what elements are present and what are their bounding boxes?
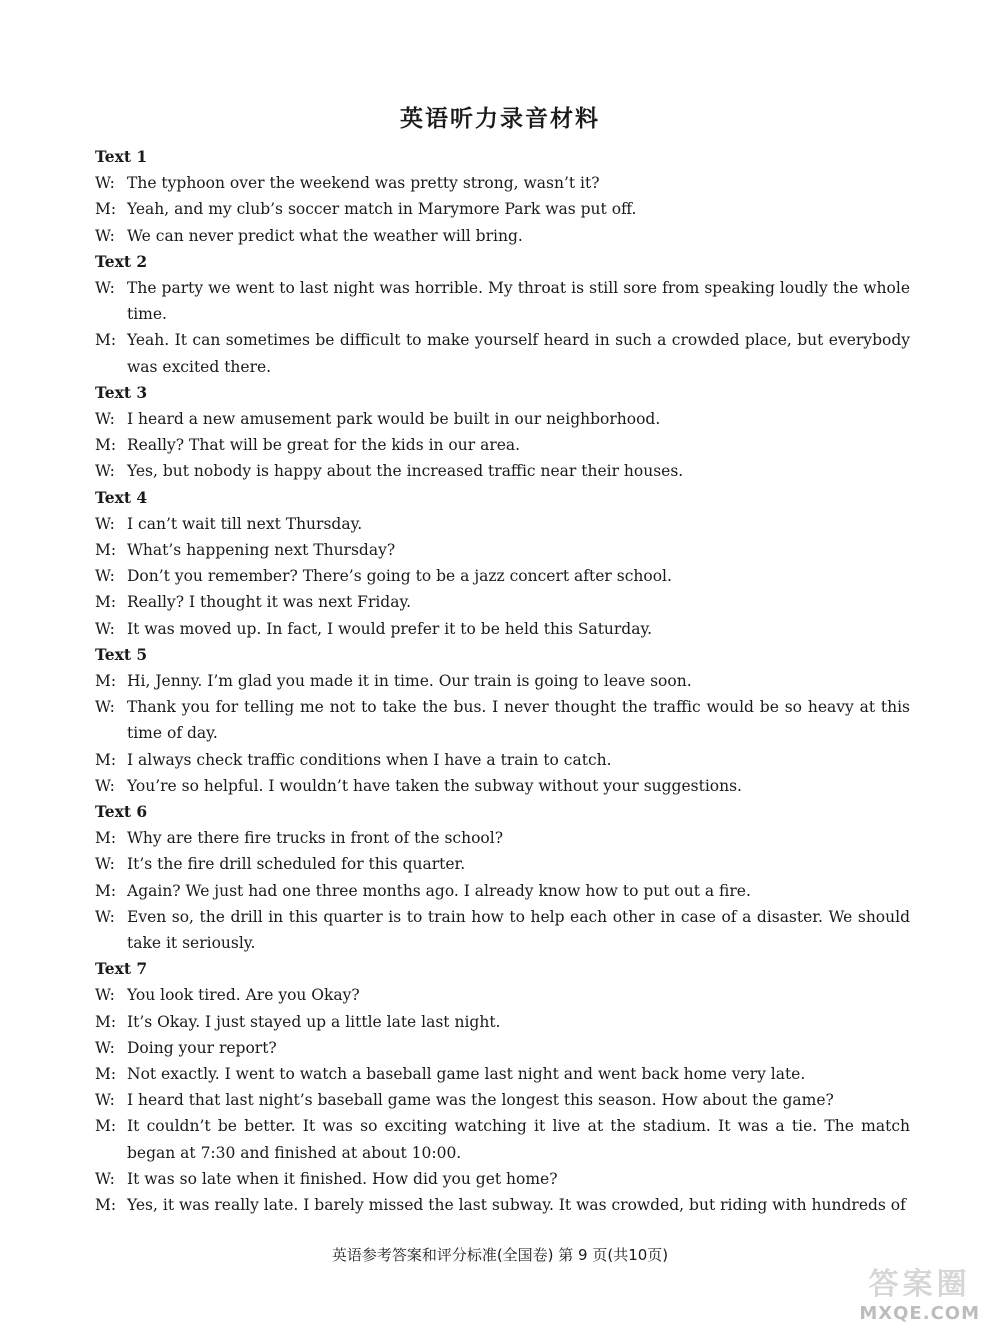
dialogue-line (95, 1113, 910, 1165)
speaker-label: W: (95, 462, 115, 481)
dialogue-line (95, 589, 910, 615)
dialogue-line (95, 1192, 910, 1218)
speaker-label: M: (95, 671, 117, 690)
dialogue-text: Not exactly. I went to watch a baseball game last night and went back home very late. (127, 1065, 806, 1083)
dialogue-line (95, 773, 910, 799)
dialogue-text: I heard a new amusement park would be built in our neighborhood. (127, 409, 661, 428)
section-heading: Text 7 (95, 959, 148, 979)
speaker-label: M: (95, 436, 117, 455)
dialogue-text: Yes, it was really late. I barely missed the last subway. It was crowded, but riding with hundreds of (127, 1196, 906, 1215)
dialogue-line (95, 223, 910, 249)
dialogue-text: I heard that last night’s baseball game was the longest this season. How about the game? (127, 1091, 834, 1110)
speaker-label: M: (95, 593, 117, 612)
watermark-url: MXQE.COM (859, 1303, 980, 1324)
dialogue-text: Doing your report? (127, 1038, 277, 1057)
dialogue-line (95, 825, 910, 851)
dialogue-text: Even so, the drill in this quarter is to train how to help each other in case of a disaster. We should take it seriously. (127, 907, 910, 952)
dialogue-text: Why are there fire trucks in front of the school? (127, 829, 504, 848)
speaker-label: M: (95, 540, 117, 559)
dialogue-text: Thank you for telling me not to take the bus. I never thought the traffic would be so heavy at this time of day. (127, 698, 910, 743)
dialogue-line (95, 694, 910, 746)
dialogue-line (95, 537, 910, 563)
dialogue-text: I always check traffic conditions when I have a train to catch. (127, 750, 612, 769)
speaker-label: W: (95, 1038, 115, 1057)
speaker-label: M: (95, 1065, 117, 1083)
speaker-label: M: (95, 1117, 117, 1136)
section-heading: Text 5 (95, 644, 148, 664)
dialogue-text: The party we went to last night was horrible. My throat is still sore from speaking loudly the whole time. (127, 278, 910, 324)
dialogue-text: You look tired. Are you Okay? (127, 986, 360, 1005)
dialogue-line (95, 616, 910, 642)
dialogue-line (95, 1061, 910, 1087)
speaker-label: M: (95, 1196, 117, 1215)
speaker-label: W: (95, 986, 115, 1005)
section-heading: Text 2 (95, 251, 148, 271)
page-title: 英语听力录音材料 (400, 106, 600, 132)
transcript-section (95, 144, 910, 249)
dialogue-text: It couldn’t be better. It was so exciting watching it live at the stadium. It was a tie. The match began at 7:30 and finished at about 10:00. (127, 1117, 910, 1162)
dialogue-line (95, 747, 910, 773)
speaker-label: W: (95, 619, 115, 638)
transcript-section (95, 956, 910, 1218)
dialogue-text: It was so late when it finished. How did you get home? (127, 1169, 558, 1188)
dialogue-line (95, 275, 910, 327)
dialogue-line (95, 878, 910, 904)
dialogue-text: Really? That will be great for the kids in our area. (127, 436, 521, 455)
dialogue-text: Really? I thought it was next Friday. (127, 593, 412, 612)
dialogue-text: It was moved up. In fact, I would prefer it to be held this Saturday. (127, 619, 653, 638)
dialogue-line (95, 1009, 910, 1035)
speaker-label: M: (95, 1012, 117, 1031)
dialogue-text: You’re so helpful. I wouldn’t have taken the subway without your suggestions. (127, 776, 742, 795)
speaker-label: W: (95, 409, 115, 428)
section-heading: Text 6 (95, 802, 148, 821)
section-heading: Text 1 (95, 147, 148, 166)
dialogue-text: What’s happening next Thursday? (127, 540, 396, 559)
dialogue-text: Yeah, and my club’s soccer match in Marymore Park was put off. (127, 200, 637, 219)
dialogue-line (95, 327, 910, 379)
speaker-label: M: (95, 881, 117, 900)
dialogue-line (95, 196, 910, 222)
speaker-label: W: (95, 776, 115, 795)
dialogue-text: It’s Okay. I just stayed up a little late last night. (127, 1012, 501, 1031)
speaker-label: M: (95, 200, 117, 219)
speaker-label: W: (95, 514, 115, 533)
watermark-logo: 答案圈 (868, 1267, 971, 1302)
page-footer: 英语参考答案和评分标准(全国卷) 第 9 页(共10页) (331, 1246, 669, 1264)
dialogue-line (95, 511, 910, 537)
dialogue-text: Don’t you remember? There’s going to be a jazz concert after school. (127, 567, 672, 586)
dialogue-line (95, 1166, 910, 1192)
dialogue-text: Hi, Jenny. I’m glad you made it in time. Our train is going to leave soon. (127, 671, 692, 690)
transcript-section (95, 380, 910, 485)
dialogue-line (95, 563, 910, 589)
dialogue-text: I can’t wait till next Thursday. (127, 514, 363, 533)
section-heading: Text 4 (95, 487, 148, 507)
transcript-content (95, 144, 910, 1218)
speaker-label: W: (95, 1169, 115, 1188)
dialogue-text: Yes, but nobody is happy about the increased traffic near their houses. (127, 462, 684, 481)
speaker-label: W: (95, 567, 115, 586)
section-heading: Text 3 (95, 382, 148, 402)
speaker-label: W: (95, 855, 115, 874)
speaker-label: W: (95, 174, 115, 193)
transcript-section (95, 799, 910, 956)
dialogue-line (95, 458, 910, 484)
speaker-label: M: (95, 331, 117, 350)
transcript-section (95, 249, 910, 380)
dialogue-text: Yeah. It can sometimes be difficult to make yourself heard in such a crowded place, but everybody was excited there. (127, 331, 910, 376)
dialogue-line (95, 668, 910, 694)
transcript-section (95, 485, 910, 642)
dialogue-line (95, 406, 910, 432)
speaker-label: W: (95, 907, 115, 926)
speaker-label: W: (95, 698, 115, 717)
dialogue-line (95, 904, 910, 956)
dialogue-text: Again? We just had one three months ago. I already know how to put out a fire. (127, 881, 751, 900)
dialogue-line (95, 432, 910, 458)
speaker-label: M: (95, 829, 117, 848)
dialogue-text: The typhoon over the weekend was pretty strong, wasn’t it? (127, 174, 600, 193)
dialogue-text: We can never predict what the weather will bring. (127, 226, 523, 245)
transcript-section (95, 642, 910, 799)
dialogue-line (95, 1087, 910, 1113)
watermark (859, 1259, 980, 1324)
dialogue-line (95, 982, 910, 1008)
dialogue-text: It’s the fire drill scheduled for this quarter. (127, 855, 466, 874)
speaker-label: W: (95, 226, 115, 245)
dialogue-line (95, 1035, 910, 1061)
speaker-label: W: (95, 1091, 115, 1110)
dialogue-line (95, 851, 910, 877)
speaker-label: M: (95, 750, 117, 769)
speaker-label: W: (95, 278, 115, 297)
dialogue-line (95, 170, 910, 196)
